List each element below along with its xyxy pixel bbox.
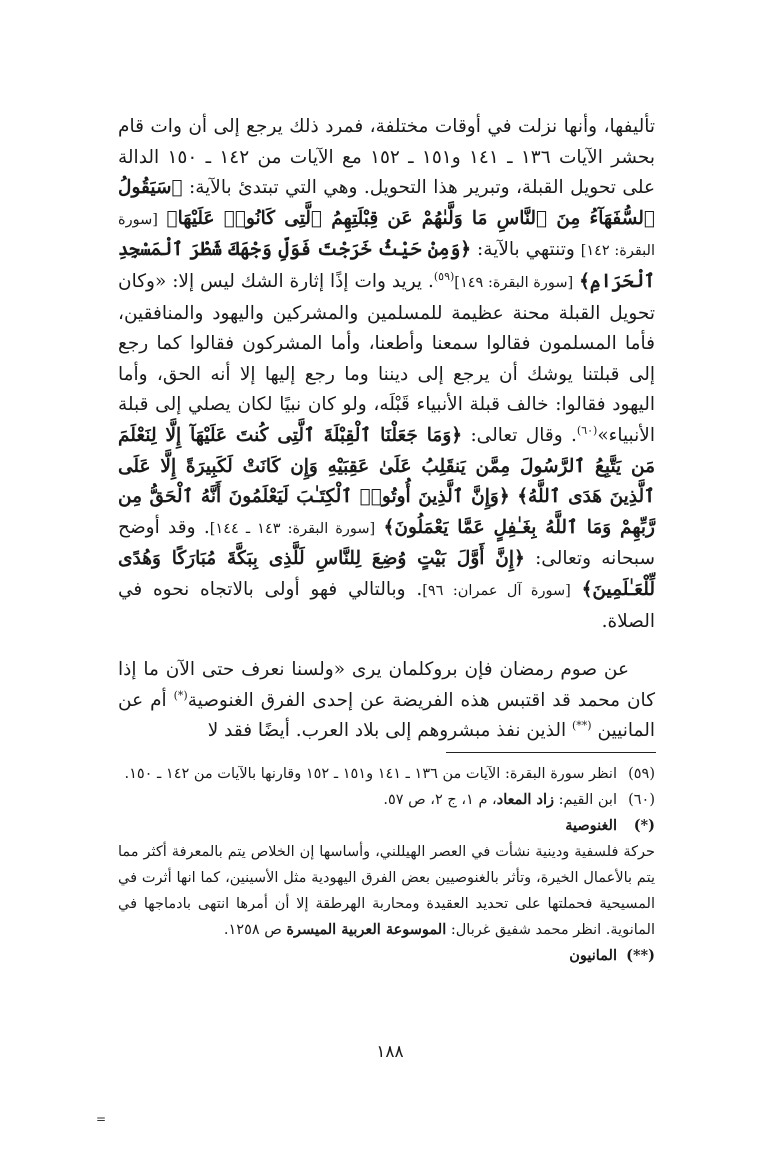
footnote-number: (٥٩) <box>628 766 655 782</box>
main-text <box>118 112 655 747</box>
footnote-author: ابن القيم: <box>553 792 617 808</box>
footnote-heading: الغنوصية <box>565 817 617 834</box>
quran-verse: ﴿سَيَقُولُ ٱلسُّفَهَآءُ مِنَ ٱلنَّاسِ مَا وَلَّىٰهُمْ عَن قِبْلَتِهِمُ ٱلَّتِى كَانُوا۟ عَلَيْهَا﴾ <box>118 177 655 229</box>
footnote-59 <box>118 761 655 787</box>
footnote-text <box>118 787 617 813</box>
footnote-divider <box>446 752 656 753</box>
book-title: زاد المعاد <box>496 791 554 808</box>
text-run: تأليفها، وأنها نزلت في أوقات مختلفة، فمرد ذلك يرجع إلى أن وات قام بحشر الآيات ١٣٦ ـ ١٤١ و١٥١ ـ ١٥٢ مع الآيات من ١٤٢ ـ ١٥٠ الدالة على تحويل القبلة، وتبرير هذا التحويل. وهي التي تبتدئ بالآية: <box>118 116 655 199</box>
footnote-number: (*) <box>633 817 655 834</box>
text-run: . يريد وات إذًا إثارة الشك ليس إلا: «وكان تحويل القبلة محنة عظيمة للمسلمين والمشركين واليهود والمنافقين، فأما المسلمون فقالوا سمعنا وأطعنا، وأما المشركون فقالوا كما رجع إلى قبلتنا يوشك أن يرجع إلى ديننا وما رجع إليها إلا أنه الحق، وأما اليهود فقالوا: خالف قبلة الأنبياء قَبْلَه، ولو كان نبيًا لكان يصلي إلى قبلة الأنبياء» <box>118 270 655 446</box>
text-run: الذين نفذ مبشروهم إلى بلاد العرب. أيضًا فقد لا <box>207 720 573 742</box>
footnote-number: (٦٠) <box>628 792 655 808</box>
footnote-marker-59: (٥٩) <box>433 269 455 283</box>
quran-verse: ﴿وَمَا جَعَلْنَا ٱلْقِبْلَةَ ٱلَّتِى كُنتَ عَلَيْهَآ إِلَّا لِنَعْلَمَ مَن يَتَّبِعُ ٱلرَّسُولَ مِمَّن يَنقَلِبُ عَلَىٰ عَقِبَيْهِ وَإِن كَانَتْ لَكَبِيرَةً إِلَّا عَلَى ٱلَّذِينَ هَدَى ٱللَّهُ﴾ ﴿وَإِنَّ ٱلَّذِينَ أُوتُوا۟ ٱلْكِتَـٰبَ لَيَعْلَمُونَ أَنَّهُ ٱلْحَقُّ مِن رَّبِّهِمْ وَمَا ٱللَّهُ بِغَـٰفِلٍ عَمَّا يَعْمَلُونَ﴾ <box>118 424 655 538</box>
footnote-marker-60: (٦٠) <box>576 423 598 437</box>
footnote-star <box>118 813 655 839</box>
footnote-citation: ، م ١، ج ٢، ص ٥٧. <box>383 792 497 808</box>
scan-mark: = <box>96 1112 107 1126</box>
verse-reference: [سورة البقرة: ١٤٣ ـ ١٤٤] <box>209 520 376 537</box>
text-run: وتنتهي بالآية: <box>471 239 581 261</box>
footnote-citation: ص ١٢٥٨. <box>223 922 287 938</box>
quran-verse: ﴿إِنَّ أَوَّلَ بَيْتٍ وُضِعَ لِلنَّاسِ لَلَّذِى بِبَكَّةَ مُبَارَكًا وَهُدًى لِّلْعَـٰلَمِينَ﴾ <box>118 548 655 600</box>
text-run: . وقال تعالى: <box>462 424 577 446</box>
text-run: عن صوم رمضان فإن بروكلمان يرى «ولسنا نعرف حتى الآن ما إذا كان محمد قد اقتبس هذه الفريضة عن إحدى الفرق الغنوصية <box>118 659 656 711</box>
quran-verse: ﴿وَمِنْ حَيْثُ خَرَجْتَ فَوَلِّ وَجْهَكَ شَطْرَ ٱلْمَسْجِدِ ٱلْحَرَامِ﴾ <box>118 239 655 292</box>
text-run: . وبالتالي فهو أولى بالاتجاه نحوه في الصلاة. <box>118 578 655 632</box>
footnote-double-star <box>118 943 655 969</box>
paragraph-1 <box>118 112 655 637</box>
footnote-marker-star: (*) <box>173 688 188 702</box>
verse-reference: [سورة البقرة: ١٤٩] <box>454 274 574 291</box>
footnotes <box>118 761 655 969</box>
verse-reference: [سورة آل عمران: ٩٦] <box>422 582 571 599</box>
verse-reference: [سورة البقرة: ١٤٢] <box>118 211 656 260</box>
text-run: . وقد أوضح سبحانه وتعالى: <box>118 516 655 570</box>
footnote-heading: المانيون <box>569 947 617 964</box>
footnote-60 <box>118 787 655 813</box>
text-run: أم عن المانيين <box>118 689 655 742</box>
footnote-star-body <box>118 839 655 943</box>
book-title: الموسوعة العربية الميسرة <box>286 921 447 938</box>
footnote-text: حركة فلسفية ودينية نشأت في العصر الهيللني، وأساسها إن الخلاص يتم بالمعرفة أكثر مما يتم بالأعمال الخيرة، وتأثر بالغنوصيين بعض الفرق اليهودية مثل الأسينين، كما انها أثرت في المسيحية فحملتها على تحديد العقيدة ومحاربة الهرطقة إلا أن أمرها انتهى بادماجها في المانوية. انظر محمد شفيق غربال: <box>118 844 655 938</box>
footnote-text: انظر سورة البقرة: الآيات من ١٣٦ ـ ١٤١ و١٥١ ـ ١٥٢ وقارنها بالآيات من ١٤٢ ـ ١٥٠. <box>124 766 617 782</box>
footnote-number: (**) <box>626 947 655 964</box>
footnote-marker-double-star: (**) <box>572 719 592 733</box>
paragraph-2 <box>118 655 655 747</box>
page-number: ١٨٨ <box>376 1042 404 1062</box>
